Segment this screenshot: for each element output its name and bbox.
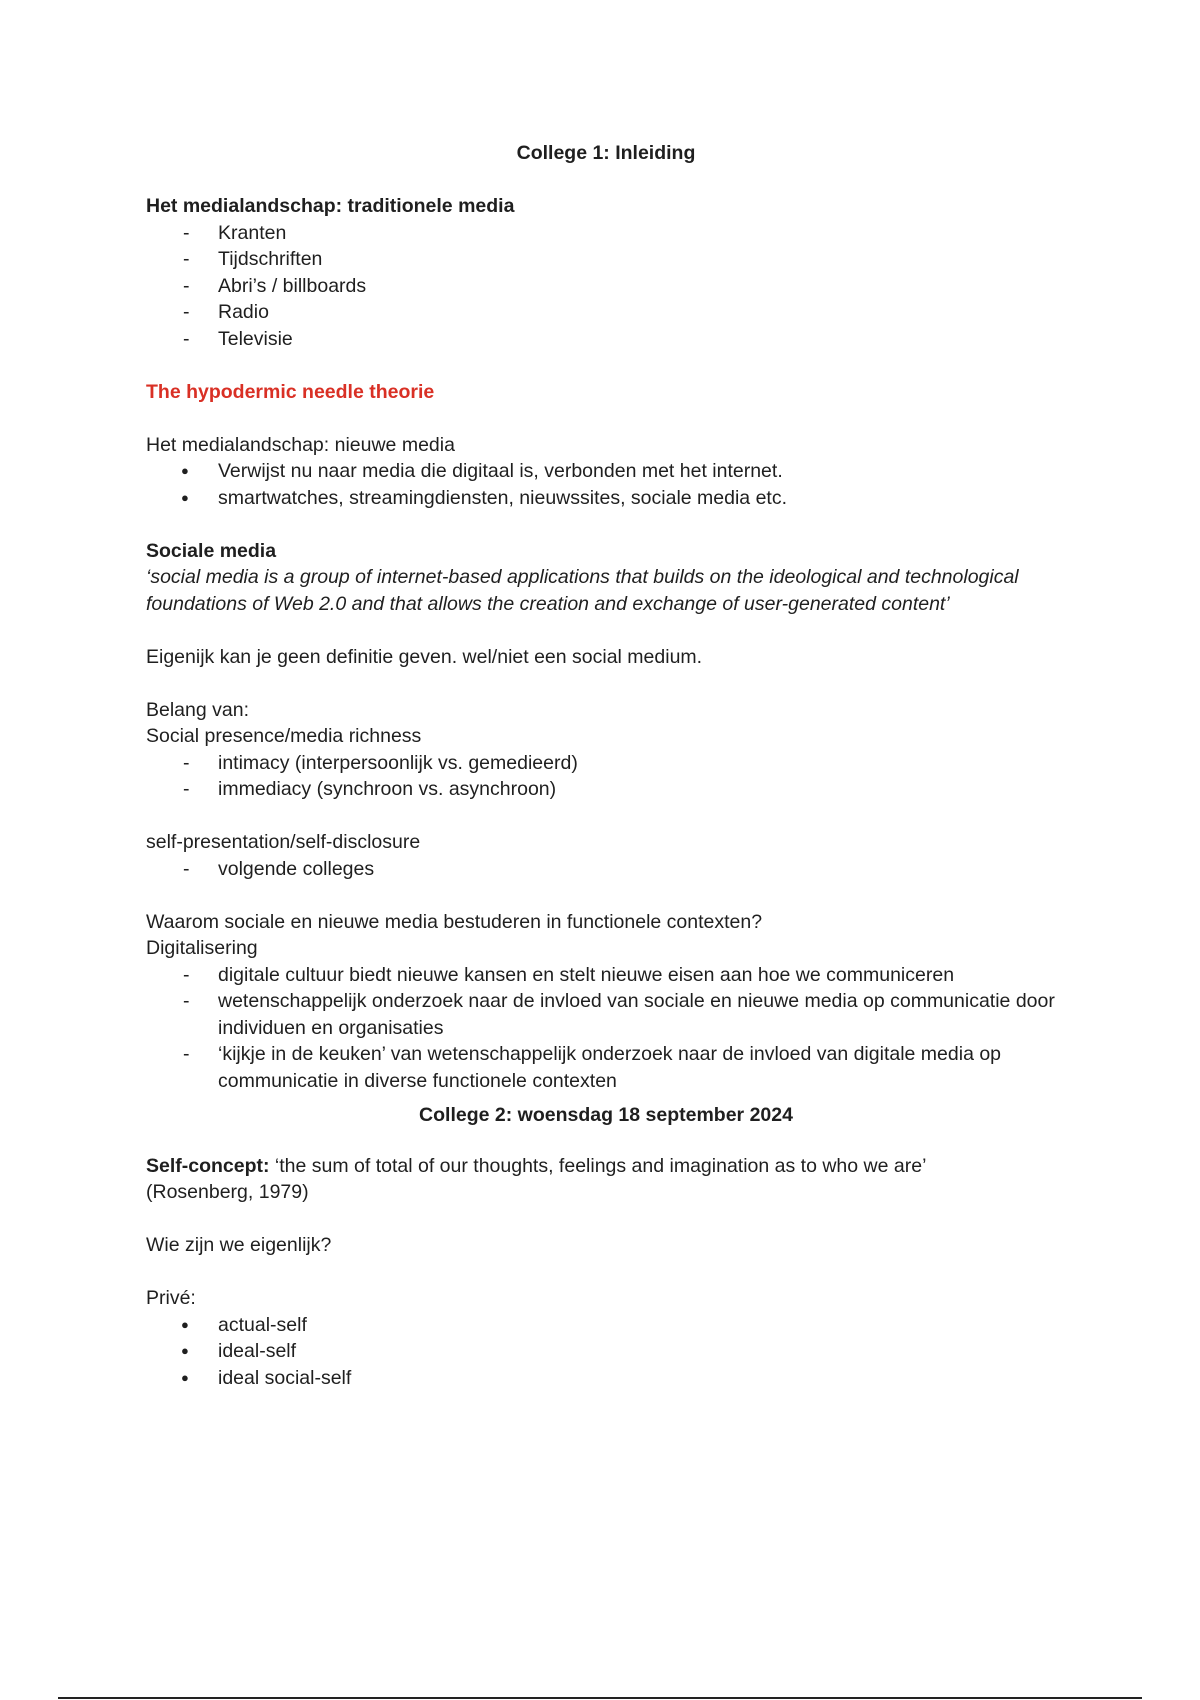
social-media-quote-line1: ‘social media is a group of internet-based applications that builds on the ideological and technological — [146, 566, 1019, 588]
digitalisering-list — [146, 962, 1066, 1095]
self-concept-definition: ‘the sum of total of our thoughts, feelings and imagination as to who we are’ — [269, 1154, 927, 1177]
social-presence-list — [146, 750, 1066, 803]
list-item: ● actual-self — [146, 1312, 1066, 1339]
college1-title: College 1: Inleiding — [516, 142, 696, 164]
college2-title: College 2: woensdag 18 september 2024 — [419, 1104, 793, 1126]
private-self-list — [146, 1312, 1066, 1392]
social-media-heading: Sociale media — [146, 539, 277, 562]
definition-note: Eigenijk kan je geen definitie geven. wel/niet een social medium. — [146, 645, 703, 668]
list-item: - immediacy (synchroon vs. asynchroon) — [146, 776, 1066, 803]
list-item: - Radio — [146, 299, 1066, 326]
list-item: - intimacy (interpersoonlijk vs. gemedieerd) — [146, 750, 1066, 777]
importance-label: Belang van: — [146, 698, 249, 721]
self-presentation-label: self-presentation/self-disclosure — [146, 831, 421, 853]
who-question: Wie zijn we eigenlijk? — [146, 1234, 332, 1256]
private-label: Privé: — [146, 1287, 196, 1309]
self-concept-term: Self-concept: — [146, 1154, 270, 1177]
page-bottom-divider — [58, 1697, 1142, 1699]
list-item: ● Verwijst nu naar media die digitaal is, verbonden met het internet. — [146, 458, 1066, 485]
digitalisering-label: Digitalisering — [146, 937, 258, 959]
social-media-quote-line2: foundations of Web 2.0 and that allows the creation and exchange of user-generated content’ — [146, 592, 950, 615]
traditional-media-list — [146, 220, 1066, 353]
why-question: Waarom sociale en nieuwe media bestuderen in functionele contexten? — [146, 910, 763, 933]
list-item: ● smartwatches, streamingdiensten, nieuwssites, sociale media etc. — [146, 485, 1066, 512]
self-concept-source: (Rosenberg, 1979) — [146, 1181, 309, 1203]
list-item: - wetenschappelijk onderzoek naar de invloed van sociale en nieuwe media op communicatie door individuen en organisaties — [146, 988, 1066, 1041]
social-presence-label: Social presence/media richness — [146, 725, 422, 747]
list-item: ● ideal-self — [146, 1338, 1066, 1365]
traditional-media-heading: Het medialandschap: traditionele media — [146, 195, 515, 217]
list-item: - Kranten — [146, 220, 1066, 247]
hypodermic-needle-heading: The hypodermic needle theorie — [146, 380, 435, 403]
list-item: - digitale cultuur biedt nieuwe kansen en stelt nieuwe eisen aan hoe we communiceren — [146, 962, 1066, 989]
list-item: - Televisie — [146, 326, 1066, 353]
list-item: - volgende colleges — [146, 856, 1066, 883]
self-concept-paragraph — [146, 1153, 1066, 1180]
self-presentation-list — [146, 856, 1066, 883]
new-media-list — [146, 458, 1066, 511]
document-page — [146, 140, 1066, 1391]
list-item: - Abri’s / billboards — [146, 273, 1066, 300]
new-media-heading: Het medialandschap: nieuwe media — [146, 433, 455, 456]
list-item: - Tijdschriften — [146, 246, 1066, 273]
list-item: - ‘kijkje in de keuken’ van wetenschappelijk onderzoek naar de invloed van digitale media op communicatie in diverse functionele contexten — [146, 1041, 1066, 1094]
list-item: ● ideal social-self — [146, 1365, 1066, 1392]
